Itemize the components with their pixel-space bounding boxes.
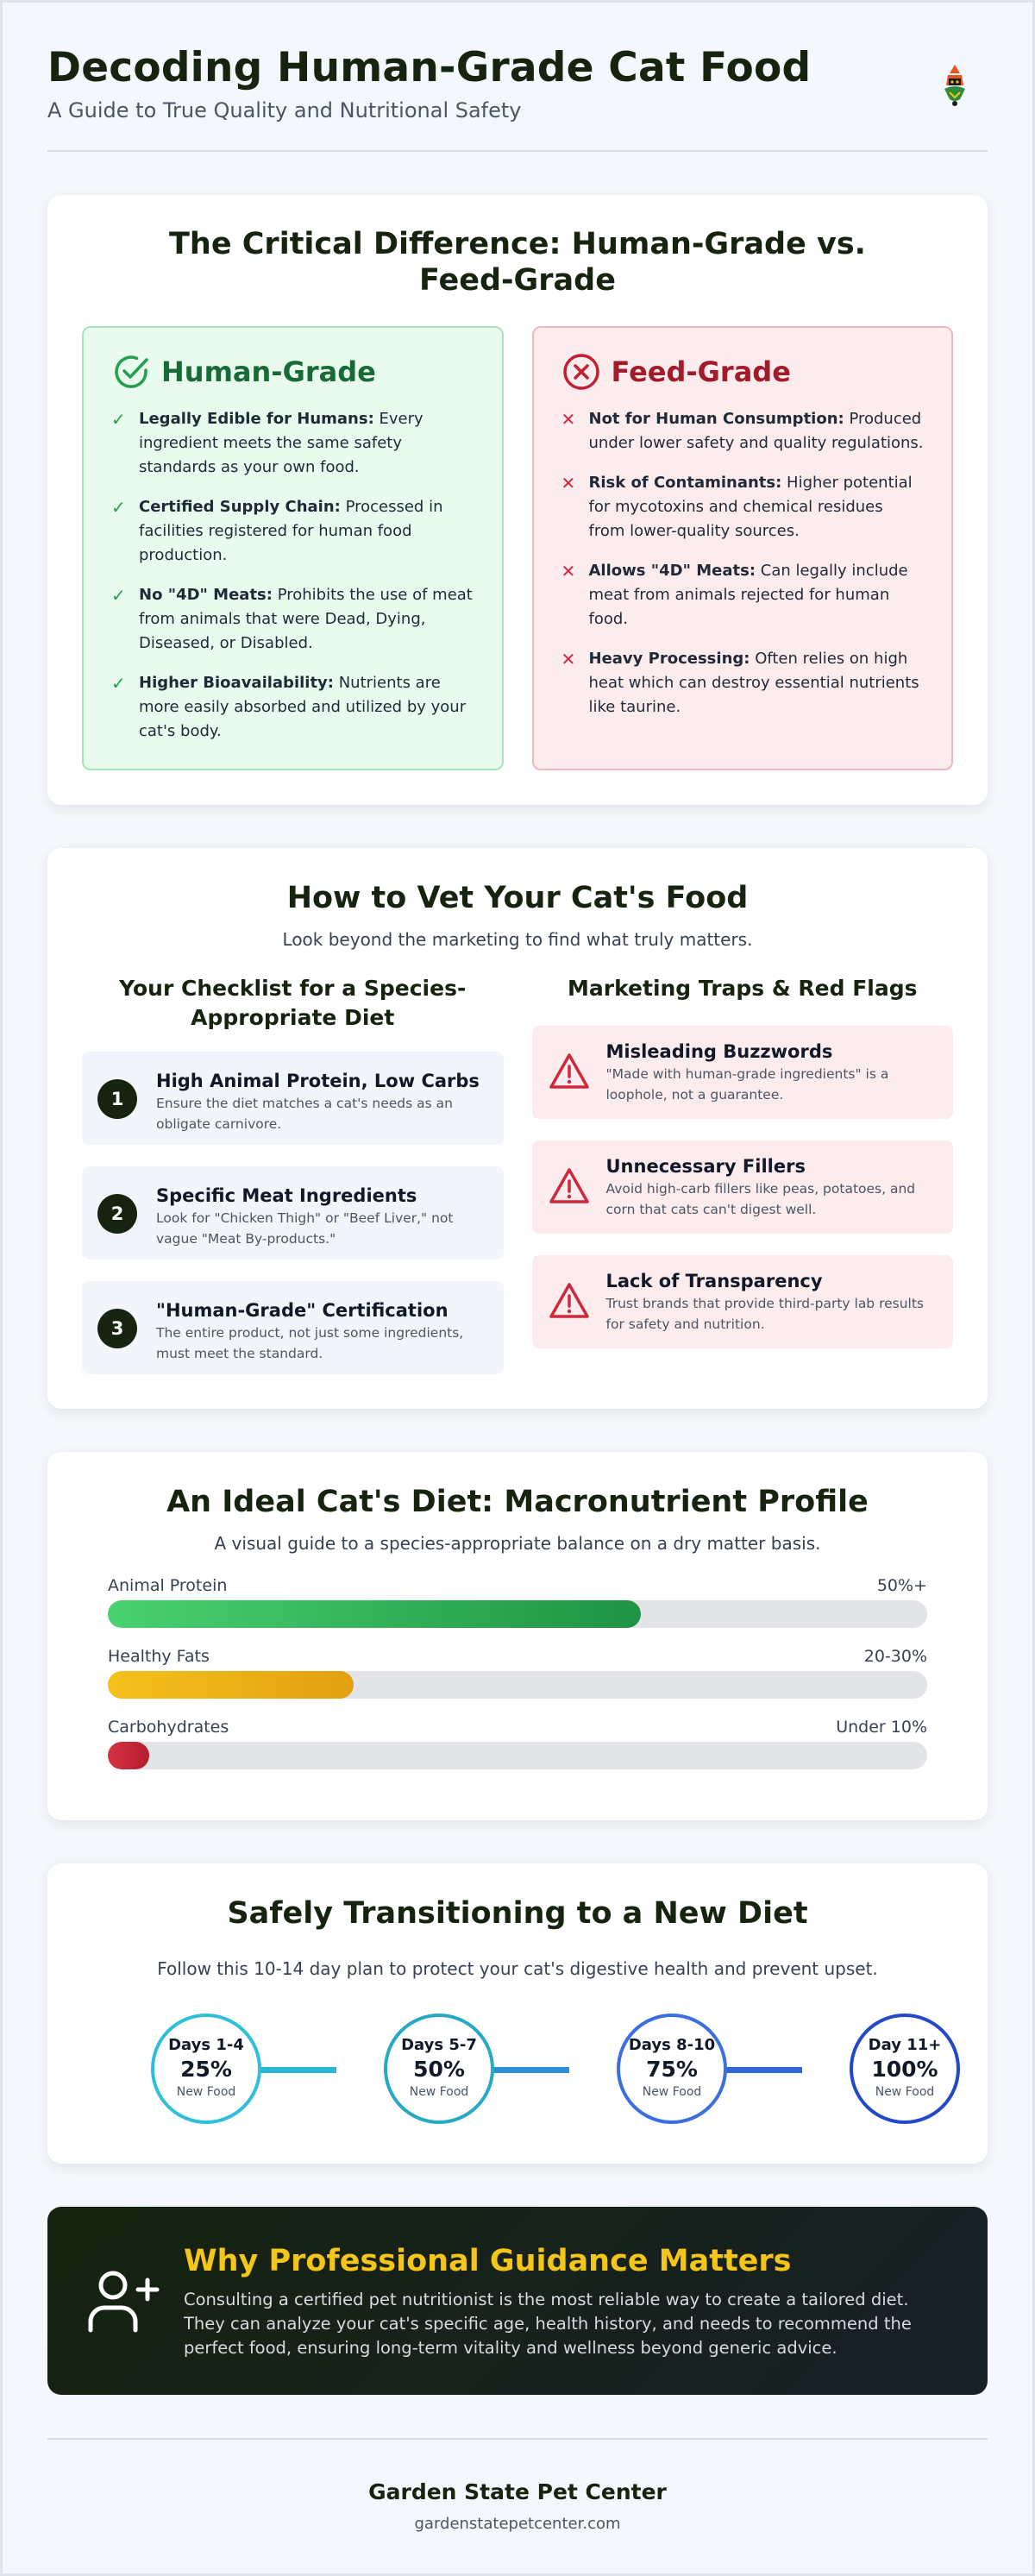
transition-card (47, 1863, 988, 2164)
bar-label: Carbohydrates (108, 1718, 229, 1737)
checklist-title: Your Checklist for a Species-Appropriate Diet (119, 976, 467, 1030)
progress-fill (108, 1671, 354, 1699)
macro-bar-fats (108, 1647, 927, 1699)
bar-value: 20-30% (863, 1647, 927, 1666)
macronutrient-card (47, 1452, 988, 1820)
checklist-item-desc: The entire product, not just some ingredients, must meet the standard. (156, 1325, 464, 1361)
vet-card (47, 848, 988, 1409)
guidance-title: Why Professional Guidance Matters (184, 2244, 792, 2278)
checklist (82, 974, 504, 1396)
guidance-text: Consulting a certified pet nutritionist is the most reliable way to create a tailored diet. They can analyze your cat's specific age, health history, and needs to recommend the perfect food, ensuring long-term vitality and wellness beyond generic advice. (184, 2290, 912, 2358)
transition-lead: Follow this 10-14 day plan to protect your cat's digestive health and prevent upset. (157, 1958, 878, 1979)
checklist-item (82, 1281, 504, 1374)
comparison-title: The Critical Difference: Human-Grade vs. Feed-Grade (169, 227, 866, 298)
step-percent: 100% (871, 2057, 938, 2082)
transition-step (617, 2014, 727, 2124)
feed-grade-title: Feed-Grade (611, 355, 791, 388)
step-note: New Food (875, 2085, 935, 2099)
red-flag-title: Unnecessary Fillers (605, 1156, 806, 1177)
page-subtitle: A Guide to True Quality and Nutritional Safety (47, 98, 522, 123)
macro-title: An Ideal Cat's Diet: Macronutrient Profile (166, 1485, 869, 1519)
check-icon: ✓ (111, 673, 126, 694)
step-days: Days 5-7 (401, 2036, 477, 2054)
list-item: ✓ No "4D" Meats: Prohibits the use of meat from animals that were Dead, Dying, Diseased, or Disabled. (111, 583, 474, 656)
list-item: ✕ Not for Human Consumption: Produced under lower safety and quality regulations. (561, 407, 925, 456)
bar-value: Under 10% (836, 1718, 927, 1737)
macro-lead: A visual guide to a species-appropriate balance on a dry matter basis. (214, 1533, 821, 1554)
progress-track (108, 1600, 927, 1628)
traps-title: Marketing Traps & Red Flags (568, 976, 918, 1001)
step-days: Day 11+ (868, 2036, 942, 2054)
list-item: ✕ Allows "4D" Meats: Can legally include meat from animals rejected for human food. (561, 559, 925, 631)
checklist-item-title: "Human-Grade" Certification (156, 1300, 448, 1321)
bar-value: 50%+ (876, 1576, 927, 1595)
macro-bar-carbs (108, 1718, 927, 1769)
check-icon: ✓ (111, 585, 126, 606)
list-item: ✕ Risk of Contaminants: Higher potential for mycotoxins and chemical residues from lower-quality sources. (561, 471, 925, 543)
warning-icon (548, 1166, 591, 1206)
list-item: ✓ Legally Edible for Humans: Every ingredient meets the same safety standards as your own food. (111, 407, 474, 480)
x-circle-icon (561, 352, 601, 392)
checklist-item-desc: Ensure the diet matches a cat's needs as an obligate carnivore. (156, 1096, 453, 1132)
guidance-banner (47, 2207, 988, 2395)
feed-grade-column (532, 326, 954, 770)
list-item: ✓ Certified Supply Chain: Processed in facilities registered for human food production. (111, 495, 474, 568)
check-icon: ✓ (111, 497, 126, 518)
check-circle-icon (111, 352, 151, 392)
list-item: ✓ Higher Bioavailability: Nutrients are more easily absorbed and utilized by your cat's body. (111, 671, 474, 744)
progress-track (108, 1742, 927, 1769)
warning-icon (548, 1281, 591, 1321)
check-icon: ✓ (111, 409, 126, 430)
checklist-item (82, 1166, 504, 1260)
warning-icon (548, 1052, 591, 1091)
transition-timeline (82, 2014, 953, 2126)
red-flag-title: Misleading Buzzwords (605, 1041, 833, 1062)
red-flag-item (532, 1026, 954, 1119)
checklist-item (82, 1052, 504, 1145)
progress-fill (108, 1600, 641, 1628)
progress-track (108, 1671, 927, 1699)
vet-lead: Look beyond the marketing to find what truly matters. (282, 929, 753, 950)
cat-logo-icon (938, 63, 972, 108)
step-number: 3 (97, 1309, 137, 1348)
red-flag-desc: Trust brands that provide third-party lab results for safety and nutrition. (605, 1296, 925, 1332)
red-flag-item (532, 1255, 954, 1348)
checklist-item-title: High Animal Protein, Low Carbs (156, 1071, 480, 1091)
human-grade-column (82, 326, 504, 770)
bar-label: Healthy Fats (108, 1647, 210, 1666)
bar-label: Animal Protein (108, 1576, 228, 1595)
checklist-item-title: Specific Meat Ingredients (156, 1185, 417, 1206)
vet-title: How to Vet Your Cat's Food (286, 881, 749, 915)
macro-bar-protein (108, 1576, 927, 1628)
red-flag-desc: "Made with human-grade ingredients" is a loophole, not a guarantee. (605, 1066, 889, 1103)
step-days: Days 8-10 (628, 2036, 716, 2054)
human-grade-title: Human-Grade (161, 355, 376, 388)
x-icon: ✕ (561, 561, 576, 581)
transition-title: Safely Transitioning to a New Diet (227, 1896, 808, 1931)
red-flags (532, 974, 954, 1396)
step-number: 2 (97, 1194, 137, 1234)
transition-step (384, 2014, 494, 2124)
footer-store-name: Garden State Pet Center (368, 2479, 667, 2504)
step-note: New Food (642, 2085, 702, 2099)
step-percent: 50% (413, 2057, 465, 2082)
step-percent: 75% (646, 2057, 698, 2082)
progress-fill (108, 1742, 149, 1769)
red-flag-title: Lack of Transparency (605, 1271, 823, 1291)
step-note: New Food (409, 2085, 469, 2099)
user-plus-icon (82, 2261, 161, 2340)
red-flag-item (532, 1140, 954, 1234)
footer-url[interactable]: gardenstatepetcenter.com (414, 2515, 621, 2533)
step-percent: 25% (180, 2057, 232, 2082)
step-number: 1 (97, 1079, 137, 1119)
x-icon: ✕ (561, 409, 576, 430)
checklist-item-desc: Look for "Chicken Thigh" or "Beef Liver," not vague "Meat By-products." (156, 1210, 454, 1247)
header (47, 3, 988, 152)
x-icon: ✕ (561, 649, 576, 669)
footer (47, 2438, 988, 2533)
list-item: ✕ Heavy Processing: Often relies on high heat which can destroy essential nutrients like taurine. (561, 647, 925, 719)
red-flag-desc: Avoid high-carb fillers like peas, potatoes, and corn that cats can't digest well. (605, 1181, 916, 1217)
transition-step (151, 2014, 261, 2124)
step-days: Days 1-4 (168, 2036, 244, 2054)
page-title: Decoding Human-Grade Cat Food (47, 44, 812, 91)
step-note: New Food (176, 2085, 236, 2099)
x-icon: ✕ (561, 473, 576, 493)
comparison-card (47, 195, 988, 805)
transition-step (850, 2014, 960, 2124)
